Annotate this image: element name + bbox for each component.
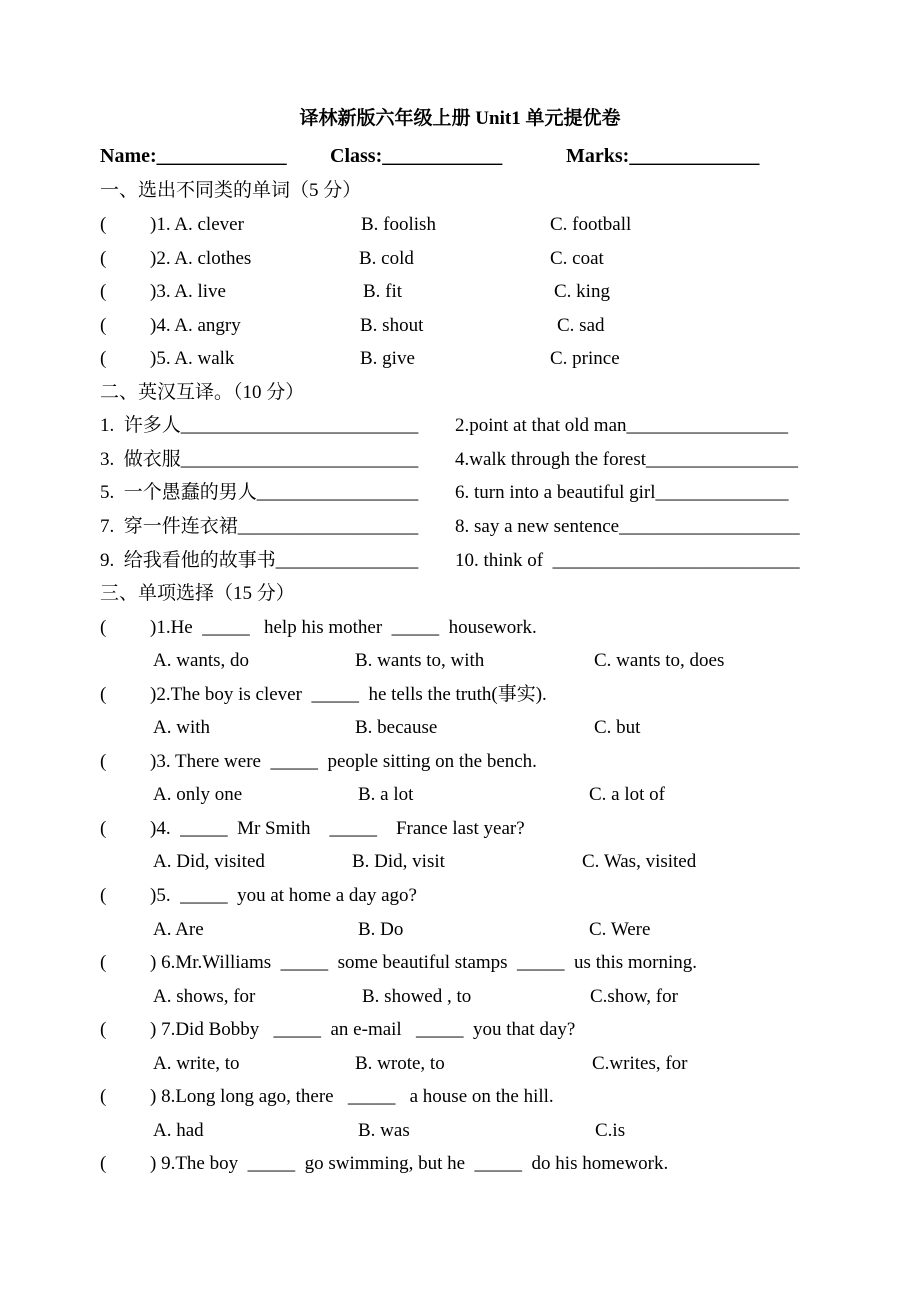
question-option-c: C. football: [550, 214, 632, 235]
option-b: B. Do: [358, 918, 404, 940]
option-c: C. wants to, does: [594, 650, 725, 672]
translation-item: 6. turn into a beautiful girl______________: [455, 482, 789, 504]
option-b: B. wants to, with: [355, 650, 485, 672]
class-field: Class:____________: [330, 145, 503, 167]
question-text: ) 9.The boy _____ go swimming, but he _____ do his homework.: [150, 1153, 669, 1175]
question-option-a: )1. A. clever: [150, 214, 244, 235]
question-option-c: C. king: [554, 281, 610, 303]
answer-paren: (: [100, 247, 107, 269]
name-field: Name:_____________: [100, 145, 287, 167]
section-heading: 二、英汉互译。（10 分）: [100, 381, 305, 403]
question-option-a: )3. A. live: [150, 281, 226, 303]
option-a: A. only one: [153, 784, 243, 806]
answer-paren: (: [100, 1153, 107, 1175]
question-option-b: B. foolish: [361, 214, 436, 235]
answer-paren: (: [100, 817, 107, 839]
option-a: A. write, to: [153, 1052, 240, 1074]
marks-field: Marks:_____________: [566, 145, 760, 167]
option-a: A. Are: [153, 918, 204, 940]
section-heading: 一、选出不同类的单词（5 分）: [100, 180, 362, 202]
option-b: B. a lot: [358, 784, 414, 806]
translation-item: 1. 许多人_________________________: [100, 415, 419, 437]
translation-item: 8. say a new sentence___________________: [455, 515, 800, 537]
translation-item: 7. 穿一件连衣裙___________________: [100, 515, 419, 537]
translation-item: 2.point at that old man_________________: [455, 415, 789, 437]
option-a: A. had: [153, 1119, 204, 1141]
answer-paren: (: [100, 952, 107, 974]
answer-paren: (: [100, 750, 107, 772]
question-option-b: B. cold: [359, 247, 414, 269]
translation-item: 3. 做衣服_________________________: [100, 448, 419, 470]
answer-paren: (: [100, 1019, 107, 1041]
option-c: C. Was, visited: [582, 851, 697, 873]
option-a: A. Did, visited: [153, 851, 265, 873]
option-a: A. with: [153, 717, 210, 739]
page-title: 译林新版六年级上册 Unit1 单元提优卷: [299, 108, 621, 129]
option-a: A. wants, do: [153, 650, 250, 672]
option-c: C. a lot of: [589, 784, 665, 806]
answer-paren: (: [100, 281, 107, 303]
answer-paren: (: [100, 683, 107, 705]
answer-paren: (: [100, 885, 107, 906]
question-option-b: B. give: [360, 348, 415, 370]
question-option-a: )4. A. angry: [150, 314, 241, 336]
section-heading: 三、单项选择（15 分）: [100, 583, 295, 605]
question-text: )2.The boy is clever _____ he tells the truth(事实).: [150, 683, 547, 705]
translation-item: 10. think of __________________________: [455, 549, 800, 571]
answer-paren: (: [100, 1086, 107, 1108]
translation-item: 9. 给我看他的故事书_______________: [100, 549, 419, 571]
option-b: B. wrote, to: [355, 1052, 445, 1074]
translation-item: 5. 一个愚蠢的男人_________________: [100, 482, 419, 504]
option-c: C.writes, for: [592, 1052, 688, 1074]
option-a: A. shows, for: [153, 985, 256, 1007]
option-c: C. but: [594, 717, 641, 739]
question-option-a: )2. A. clothes: [150, 247, 252, 269]
question-option-c: C. prince: [550, 348, 620, 370]
answer-paren: (: [100, 314, 107, 336]
question-option-c: C. sad: [557, 314, 605, 336]
question-text: )1.He _____ help his mother _____ housework.: [150, 616, 537, 638]
option-b: B. because: [355, 717, 438, 739]
option-b: B. showed , to: [362, 985, 472, 1007]
question-text: ) 6.Mr.Williams _____ some beautiful stamps _____ us this morning.: [150, 952, 698, 974]
answer-paren: (: [100, 616, 107, 638]
question-text: )5. _____ you at home a day ago?: [150, 885, 417, 906]
option-c: C.is: [595, 1119, 626, 1141]
question-option-c: C. coat: [550, 247, 604, 269]
question-option-a: )5. A. walk: [150, 348, 235, 370]
option-b: B. Did, visit: [352, 851, 445, 873]
option-b: B. was: [358, 1119, 410, 1141]
question-text: )4. _____ Mr Smith _____ France last year?: [150, 817, 525, 839]
question-option-b: B. fit: [363, 281, 403, 303]
option-c: C. Were: [589, 918, 651, 940]
translation-item: 4.walk through the forest________________: [455, 448, 799, 470]
question-text: ) 7.Did Bobby _____ an e-mail _____ you that day?: [150, 1019, 576, 1041]
question-text: ) 8.Long long ago, there _____ a house on the hill.: [150, 1086, 554, 1108]
answer-paren: (: [100, 214, 107, 235]
option-c: C.show, for: [590, 985, 678, 1007]
question-option-b: B. shout: [360, 314, 424, 336]
question-text: )3. There were _____ people sitting on the bench.: [150, 750, 537, 772]
answer-paren: (: [100, 348, 107, 370]
